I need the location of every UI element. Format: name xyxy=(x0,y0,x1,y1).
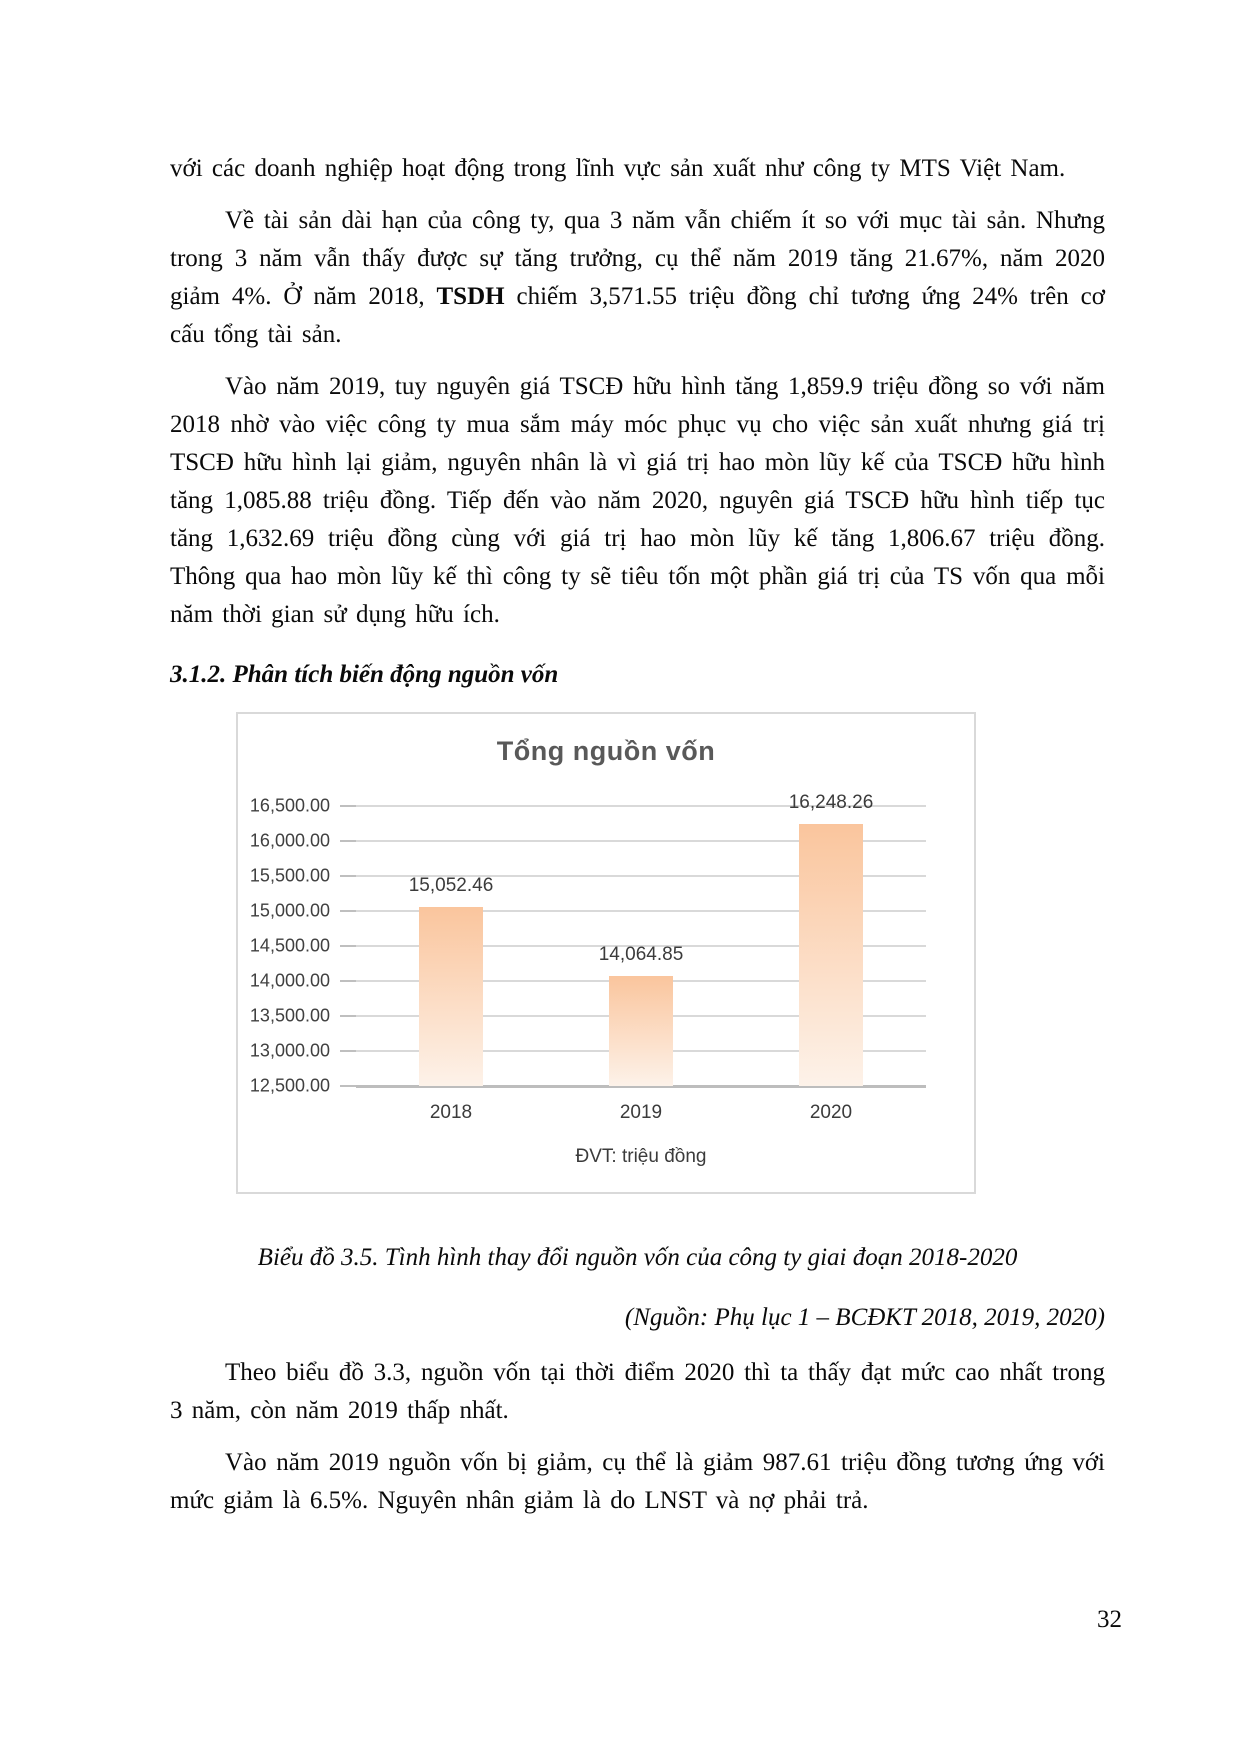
y-axis-tick-label: 13,000.00 xyxy=(249,1040,330,1061)
y-axis-tick-label: 12,500.00 xyxy=(249,1075,330,1096)
bar-2020 xyxy=(799,824,863,1086)
chart-caption: Biểu đồ 3.5. Tình hình thay đổi nguồn vốn của công ty giai đoạn 2018-2020 xyxy=(257,1244,1018,1271)
y-axis-tick-label: 15,000.00 xyxy=(249,900,330,921)
y-axis-tick xyxy=(340,1050,356,1052)
chart-container xyxy=(236,712,976,1194)
y-axis-tick-label: 16,000.00 xyxy=(249,830,330,851)
y-axis-tick xyxy=(340,875,356,877)
paragraph-tscd xyxy=(170,368,1105,634)
y-axis-tick xyxy=(340,1085,356,1087)
text-segment: Vào năm 2019, tuy nguyên giá TSCĐ hữu hình tăng 1,859.9 triệu đồng so với năm 2018 nhờ vào việc công ty mua sắm máy móc phục vụ cho việc sản xuất nhưng giá trị TSCĐ hữu hình lại giảm, nguyên nhân là vì giá trị hao mòn lũy kế của TSCĐ hữu hình tăng 1,085.88 triệu đồng. Tiếp đến vào năm 2020, nguyên giá TSCĐ hữu hình tiếp tục tăng 1,632.69 triệu đồng cùng với giá trị hao mòn lũy kế tăng 1,806.67 triệu đồng. Thông qua hao mòn lũy kế thì công ty sẽ tiêu tốn một phần giá trị của TS vốn qua mỗi năm thời gian sử dụng hữu ích. xyxy=(170,373,1105,628)
chart-unit-label: ĐVT: triệu đồng xyxy=(575,1146,707,1167)
text-segment: Vào năm 2019 nguồn vốn bị giảm, cụ thể là giảm 987.61 triệu đồng tương ứng với mức giảm là 6.5%. Nguyên nhân giảm là do LNST và nợ phải trả. xyxy=(170,1449,1105,1514)
chart-title: Tổng nguồn vốn xyxy=(496,736,716,766)
y-axis-tick xyxy=(340,910,356,912)
y-axis-tick xyxy=(340,840,356,842)
x-axis-label: 2018 xyxy=(429,1102,473,1123)
y-axis-tick xyxy=(340,805,356,807)
bar-value-label: 16,248.26 xyxy=(788,792,874,813)
chart-source: (Nguồn: Phụ lục 1 – BCĐKT 2018, 2019, 2020) xyxy=(624,1304,1105,1331)
bar-value-label: 14,064.85 xyxy=(598,944,684,965)
y-axis-tick-label: 13,500.00 xyxy=(249,1005,330,1026)
x-axis-label: 2019 xyxy=(619,1102,663,1123)
bar-value-label: 15,052.46 xyxy=(408,875,494,896)
bar-2019 xyxy=(609,976,673,1086)
y-axis-tick-label: 14,500.00 xyxy=(249,935,330,956)
paragraph-tsdh xyxy=(170,202,1105,354)
text-segment: với các doanh nghiệp hoạt động trong lĩnh vực sản xuất như công ty MTS Việt Nam. xyxy=(170,155,1066,182)
paragraph-decline xyxy=(170,1444,1105,1520)
content-area xyxy=(170,150,1105,1534)
y-axis-tick xyxy=(340,945,356,947)
chart-plot xyxy=(249,792,926,1123)
text-segment: Theo biểu đồ 3.3, nguồn vốn tại thời điểm 2020 thì ta thấy đạt mức cao nhất trong 3 năm, còn năm 2019 thấp nhất. xyxy=(170,1359,1105,1424)
text-segment: TSDH xyxy=(436,283,505,310)
y-axis-tick xyxy=(340,980,356,982)
paragraph-analysis xyxy=(170,1354,1105,1430)
text-segment: chiếm 3,571.55 triệu đồng chỉ tương ứng 24% trên cơ cấu tổng tài sản. xyxy=(170,283,1105,348)
section-heading: 3.1.2. Phân tích biến động nguồn vốn xyxy=(170,661,559,688)
y-axis-tick xyxy=(340,1015,356,1017)
page-number: 32 xyxy=(1097,1606,1122,1633)
text-segment: Về tài sản dài hạn của công ty, qua 3 năm vẫn chiếm ít so với mục tài sản. Nhưng trong 3 năm vẫn thấy được sự tăng trưởng, cụ thể năm 2019 tăng 21.67%, năm 2020 giảm 4%. Ở năm 2018, xyxy=(170,207,1105,310)
y-axis-tick-label: 15,500.00 xyxy=(249,865,330,886)
x-axis-label: 2020 xyxy=(809,1102,853,1123)
paragraph-intro xyxy=(170,150,1105,188)
bar-2018 xyxy=(419,907,483,1086)
y-axis-tick-label: 14,000.00 xyxy=(249,970,330,991)
y-axis-tick-label: 16,500.00 xyxy=(249,795,330,816)
